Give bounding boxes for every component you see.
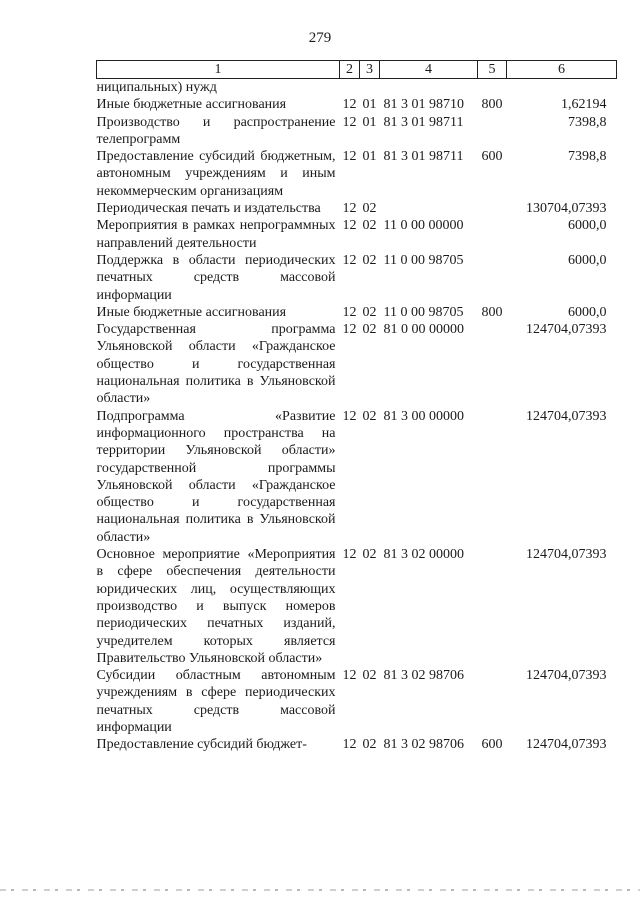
row-cell-col2: 12 <box>342 97 357 113</box>
row-cell-col6: 6000,0 <box>568 304 607 320</box>
row-description: Иные бюджетные ассигнования <box>96 97 287 113</box>
row-cell-col4: 81 3 02 98706 <box>383 737 464 753</box>
row-cell-col4 <box>380 200 478 217</box>
column-header-1: 1 <box>97 61 340 79</box>
column-header-6: 6 <box>507 61 617 79</box>
row-description: Предоставление субсидий бюджетным, автономным учреждениям и иным некоммерческим организациям <box>96 149 336 199</box>
row-cell-col3: 02 <box>362 408 377 424</box>
row-cell-col3: 02 <box>362 737 377 753</box>
row-cell-col2: 12 <box>342 304 357 320</box>
row-cell-col3 <box>360 79 380 97</box>
row-cell-col3: 02 <box>362 304 377 320</box>
row-cell-col6: 124704,07393 <box>526 547 607 563</box>
row-cell-col6 <box>507 79 617 97</box>
row-cell-col6: 7398,8 <box>568 114 607 130</box>
row-cell-col2: 12 <box>342 547 357 563</box>
row-cell-col5 <box>478 408 507 546</box>
table-row <box>97 321 617 407</box>
row-cell-col5 <box>478 217 507 252</box>
row-cell-col3: 02 <box>362 218 377 234</box>
row-cell-col3: 01 <box>362 149 377 165</box>
column-header-4: 4 <box>380 61 478 79</box>
table-row <box>97 148 617 200</box>
row-cell-col2 <box>340 79 360 97</box>
row-cell-col5: 600 <box>481 149 503 165</box>
row-cell-col5: 600 <box>481 737 503 753</box>
column-header-2: 2 <box>340 61 360 79</box>
table-header-row <box>97 61 617 79</box>
table-row <box>97 304 617 321</box>
row-cell-col3: 02 <box>362 252 377 268</box>
row-description: Предоставление субсидий бюджет- <box>96 737 307 753</box>
row-description: Мероприятия в рамках непрограммных направлений деятельности <box>96 218 336 251</box>
row-cell-col6: 130704,07393 <box>526 201 607 217</box>
row-cell-col2: 12 <box>342 322 357 338</box>
row-cell-col5: 800 <box>481 304 503 320</box>
row-cell-col5 <box>478 114 507 149</box>
row-description: Государственная программа Ульяновской области «Гражданское общество и государственная национальная политика в Ульяновской области» <box>96 322 336 407</box>
scan-edge-artifact <box>0 889 640 891</box>
table-row <box>97 736 617 753</box>
row-cell-col6: 124704,07393 <box>526 668 607 684</box>
row-cell-col4: 81 3 00 00000 <box>383 408 464 424</box>
row-description: Поддержка в области периодических печатных средств массовой информации <box>96 252 336 303</box>
table-row <box>97 217 617 252</box>
row-cell-col3: 01 <box>362 114 377 130</box>
row-cell-col6: 7398,8 <box>568 149 607 165</box>
row-cell-col5 <box>478 79 507 97</box>
row-cell-col2: 12 <box>342 201 357 217</box>
row-cell-col3: 02 <box>362 547 377 563</box>
row-cell-col2: 12 <box>342 668 357 684</box>
table-row <box>97 252 617 304</box>
row-cell-col3: 02 <box>362 201 377 217</box>
row-cell-col4: 81 3 02 98706 <box>383 668 464 684</box>
page-number: 279 <box>308 30 332 46</box>
table-row <box>97 200 617 217</box>
table-row <box>97 96 617 113</box>
table-row <box>97 667 617 736</box>
row-cell-col2: 12 <box>342 149 357 165</box>
row-cell-col4 <box>380 79 478 97</box>
row-description: ниципальных) нужд <box>96 80 217 95</box>
row-cell-col4: 11 0 00 98705 <box>383 304 464 320</box>
row-description: Производство и распространение телепрограмм <box>96 114 336 147</box>
row-cell-col4: 81 3 01 98710 <box>383 97 464 113</box>
row-cell-col4: 81 0 00 00000 <box>383 322 464 338</box>
row-cell-col5 <box>478 667 507 736</box>
row-description: Субсидии областным автономным учреждениям в сфере периодических печатных средств массовой информации <box>96 668 336 735</box>
row-cell-col2: 12 <box>342 737 357 753</box>
row-cell-col5 <box>478 321 507 407</box>
row-cell-col4: 81 3 01 98711 <box>383 114 464 130</box>
row-cell-col5 <box>478 546 507 667</box>
table-row <box>97 114 617 149</box>
row-cell-col3: 02 <box>362 668 377 684</box>
row-cell-col2: 12 <box>342 408 357 424</box>
budget-table <box>96 60 617 754</box>
row-description: Основное мероприятие «Мероприятия в сфере обеспечения деятельности юридических лиц, осуществляющих производство и выпуск номеров периодических печатных изданий, учредителем которых является Правительство Ульяновской области» <box>96 547 336 666</box>
row-cell-col3: 01 <box>362 97 377 113</box>
table-row <box>97 546 617 667</box>
row-cell-col6: 6000,0 <box>568 252 607 268</box>
row-description: Подпрограмма «Развитие информационного пространства на территории Ульяновской области» государственной программы Ульяновской области «Гражданское общество и государственная национальная политика в Ульяновской области» <box>96 408 336 545</box>
row-description: Периодическая печать и издательства <box>96 201 321 217</box>
row-cell-col5: 800 <box>481 97 503 113</box>
row-cell-col6: 124704,07393 <box>526 737 607 753</box>
table-row <box>97 408 617 546</box>
row-cell-col2: 12 <box>342 252 357 268</box>
row-cell-col5 <box>478 200 507 217</box>
row-cell-col4: 81 3 02 00000 <box>383 547 464 563</box>
row-description: Иные бюджетные ассигнования <box>96 304 287 320</box>
row-cell-col5 <box>478 252 507 304</box>
row-cell-col2: 12 <box>342 114 357 130</box>
row-cell-col6: 1,62194 <box>561 97 607 113</box>
row-cell-col3: 02 <box>362 322 377 338</box>
row-cell-col6: 124704,07393 <box>526 322 607 338</box>
column-header-3: 3 <box>360 61 380 79</box>
row-cell-col4: 81 3 01 98711 <box>383 149 464 165</box>
row-cell-col4: 11 0 00 00000 <box>383 218 464 234</box>
row-cell-col6: 124704,07393 <box>526 408 607 424</box>
row-cell-col4: 11 0 00 98705 <box>383 252 464 268</box>
column-header-5: 5 <box>478 61 507 79</box>
row-cell-col2: 12 <box>342 218 357 234</box>
table-row <box>97 79 617 97</box>
row-cell-col6: 6000,0 <box>568 218 607 234</box>
